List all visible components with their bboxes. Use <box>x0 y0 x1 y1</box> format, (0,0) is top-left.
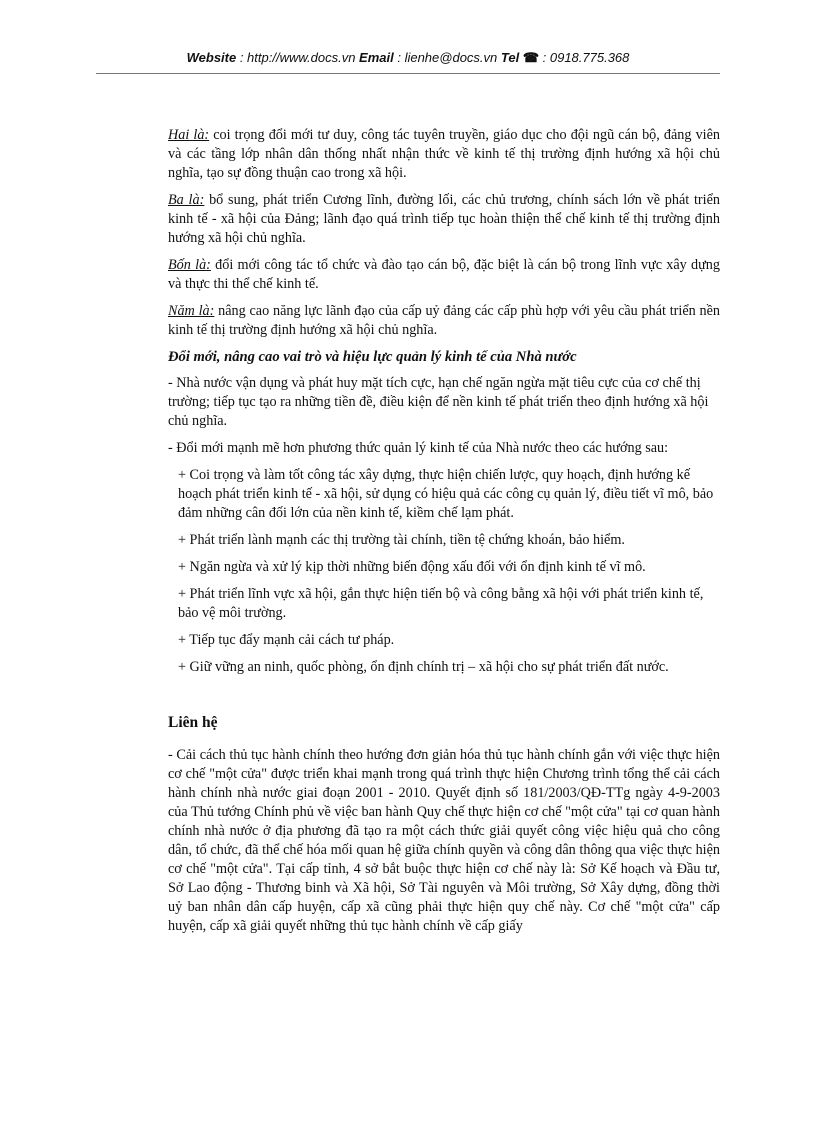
bullet-item: + Phát triển lành mạnh các thị trường tài chính, tiền tệ chứng khoán, bảo hiểm. <box>178 532 625 548</box>
item-hai-la <box>168 126 720 183</box>
bullet-item: + Giữ vững an ninh, quốc phòng, ổn định chính trị – xã hội cho sự phát triển đất nước. <box>178 659 669 675</box>
bullet-item: + Ngăn ngừa và xử lý kịp thời những biến động xấu đối với ổn định kinh tế vĩ mô. <box>178 559 646 575</box>
item-text: đổi mới công tác tổ chức và đào tạo cán bộ, đặc biệt là cán bộ trong lĩnh vực xây dựng và thực thi thể chế kinh tế. <box>168 257 720 292</box>
item-lead: Bốn là: <box>168 257 211 273</box>
phone-icon: ☎ <box>522 50 540 65</box>
item-lead: Ba là: <box>168 192 205 208</box>
item-lead: Năm là: <box>168 303 215 319</box>
tel-value: : 0918.775.368 <box>539 50 630 65</box>
page-header <box>96 50 720 66</box>
item-nam-la <box>168 302 720 340</box>
paragraph: - Nhà nước vận dụng và phát huy mặt tích cực, hạn chế ngăn ngừa mặt tiêu cực của cơ chế thị trường; tiếp tục tạo ra những tiền đề, điều kiện để nền kinh tế phát triển theo định hướng xã hội chủ nghĩa. <box>168 375 709 429</box>
item-bon-la <box>168 256 720 294</box>
paragraph: - Đổi mới mạnh mẽ hơn phương thức quản lý kinh tế của Nhà nước theo các hướng sau: <box>168 440 669 456</box>
item-text: coi trọng đổi mới tư duy, công tác tuyên truyền, giáo dục cho đội ngũ cán bộ, đảng viên và các tầng lớp nhân dân thống nhất nhận thức về kinh tế thị trường định hướng xã hội chủ nghĩa, tạo sự đồng thuận cao trong xã hội. <box>168 127 720 181</box>
item-text: nâng cao năng lực lãnh đạo của cấp uỷ đảng các cấp phù hợp với yêu cầu phát triển nền kinh tế thị trường định hướng xã hội chủ nghĩa. <box>168 303 721 338</box>
bullet-item: + Tiếp tục đẩy mạnh cải cách tư pháp. <box>178 632 395 648</box>
section-heading: Đổi mới, nâng cao vai trò và hiệu lực quản lý kinh tế của Nhà nước <box>168 349 577 365</box>
bullet-item: + Phát triển lĩnh vực xã hội, gắn thực hiện tiến bộ và công bằng xã hội với phát triển kinh tế, bảo vệ môi trường. <box>178 586 704 621</box>
email-value: : lienhe@docs.vn <box>393 50 501 65</box>
tel-label: Tel <box>500 50 520 65</box>
bullet-item: + Coi trọng và làm tốt công tác xây dựng, thực hiện chiến lược, quy hoạch, định hướng kế hoạch phát triển kinh tế - xã hội, sử dụng có hiệu quả các công cụ quản lý, điều tiết vĩ mô, bảo đảm những cân đối lớn của nền kinh tế, kiềm chế lạm phát. <box>178 467 714 521</box>
website-value: : http://www.docs.vn <box>236 50 360 65</box>
website-label: Website <box>186 50 237 65</box>
document-body <box>168 126 720 944</box>
item-ba-la <box>168 191 720 248</box>
section-paragraph: - Cải cách thủ tục hành chính theo hướng đơn giản hóa thủ tục hành chính gắn với việc thực hiện cơ chế "một cửa" được triển khai mạnh trong quá trình thực hiện Chương trình tổng thể cải cách hành chính nhà nước giai đoạn 2001 - 2010. Quyết định số 181/2003/QĐ-TTg ngày 4-9-2003 của Thủ tướng Chính phủ về việc ban hành Quy chế thực hiện cơ chế "một cửa" tại cơ quan hành chính nhà nước ở địa phương đã tạo ra một cách thức giải quyết công việc hiệu quả cho công dân, tổ chức, đã thể chế hóa mối quan hệ giữa chính quyền và công dân thông qua việc thực hiện cơ chế "một cửa". Tại cấp tỉnh, 4 sở bắt buộc thực hiện cơ chế này là: Sở Kế hoạch và Đầu tư, Sở Lao động - Thương binh và Xã hội, Sở Tài nguyên và Môi trường, Sở Xây dựng, đồng thời uỷ ban nhân dân cấp huyện, cấp xã cũng phải thực hiện quy chế này. Cơ chế "một cửa" cấp huyện, cấp xã giải quyết những thủ tục hành chính về cấp giấy <box>168 747 720 934</box>
header-divider <box>96 73 720 74</box>
section-title-lien-he: Liên hệ <box>168 714 218 731</box>
item-text: bổ sung, phát triển Cương lĩnh, đường lối, các chủ trương, chính sách lớn về phát triển kinh tế - xã hội của Đảng; lãnh đạo quá trình tiếp tục hoàn thiện thể chế kinh tế thị trường định hướng xã hội chủ nghĩa. <box>168 192 720 246</box>
item-lead: Hai là: <box>168 127 210 143</box>
email-label: Email <box>359 50 394 65</box>
